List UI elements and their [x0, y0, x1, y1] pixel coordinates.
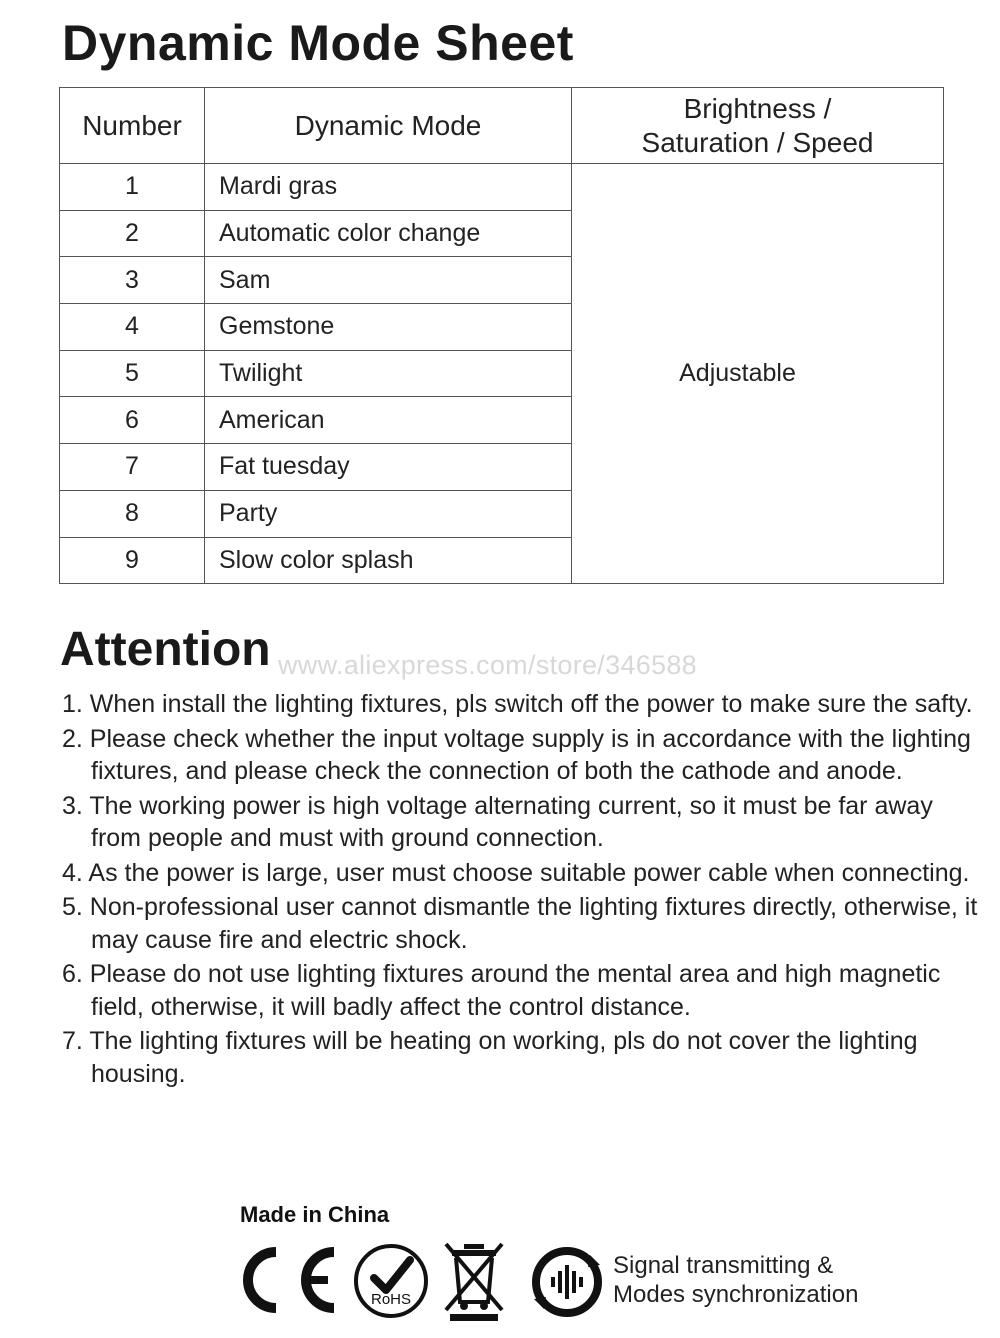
rohs-check-icon	[352, 1242, 430, 1320]
row-mode: American	[205, 397, 572, 444]
row-number: 3	[60, 257, 205, 304]
table-header-row	[60, 88, 944, 164]
weee-bin-icon	[442, 1240, 506, 1322]
signal-caption	[613, 1251, 858, 1309]
made-in-label: Made in China	[240, 1202, 390, 1227]
ce-mark-icon	[236, 1244, 338, 1316]
signal-sync-icon	[530, 1245, 604, 1319]
page-title: Dynamic Mode Sheet	[62, 15, 574, 71]
row-mode: Party	[205, 490, 572, 537]
header-number: Number	[60, 88, 205, 164]
header-dynamic-mode: Dynamic Mode	[205, 88, 572, 164]
dynamic-mode-table	[59, 87, 944, 584]
table-row	[60, 164, 944, 211]
header-adjust-line1: Brightness /	[683, 92, 832, 124]
list-item: 6. Please do not use lighting fixtures around the mental area and high magnetic field, otherwise, it will badly affect the control distance.	[62, 960, 941, 1021]
header-adjust-line2: Saturation / Speed	[641, 126, 874, 158]
list-item: 5. Non-professional user cannot dismantle the lighting fixtures directly, otherwise, it may cause fire and electric shock.	[62, 893, 978, 954]
list-item: 3. The working power is high voltage alternating current, so it must be far away from people and must with ground connection.	[62, 791, 933, 852]
row-number: 6	[60, 397, 205, 444]
row-mode: Sam	[205, 257, 572, 304]
row-number: 2	[60, 210, 205, 257]
signal-line1: Signal transmitting &	[613, 1252, 834, 1279]
attention-list	[58, 688, 988, 1092]
row-number: 5	[60, 350, 205, 397]
list-item: 4. As the power is large, user must choose suitable power cable when connecting.	[62, 858, 970, 887]
list-item: 7. The lighting fixtures will be heating on working, pls do not cover the lighting housing.	[62, 1027, 918, 1088]
adjustable-cell: Adjustable	[572, 164, 944, 584]
row-mode: Fat tuesday	[205, 444, 572, 491]
row-number: 7	[60, 444, 205, 491]
row-number: 1	[60, 164, 205, 211]
row-number: 4	[60, 304, 205, 351]
row-number: 8	[60, 490, 205, 537]
svg-text:RoHS: RoHS	[370, 1291, 412, 1308]
header-brightness-saturation-speed	[572, 88, 944, 164]
row-mode: Mardi gras	[205, 164, 572, 211]
list-item: 1. When install the lighting fixtures, pls switch off the power to make sure the safty.	[62, 690, 973, 718]
signal-line2: Modes synchronization	[613, 1281, 859, 1308]
list-item: 2. Please check whether the input voltage supply is in accordance with the lighting fixtures, and please check the connection of both the cathode and anode.	[62, 724, 971, 785]
row-mode: Slow color splash	[205, 537, 572, 584]
row-number: 9	[60, 537, 205, 584]
watermark: www.aliexpress.com/store/346588	[278, 650, 697, 680]
attention-title: Attention	[60, 623, 271, 676]
row-mode: Twilight	[205, 350, 572, 397]
row-mode: Gemstone	[205, 304, 572, 351]
row-mode: Automatic color change	[205, 210, 572, 257]
